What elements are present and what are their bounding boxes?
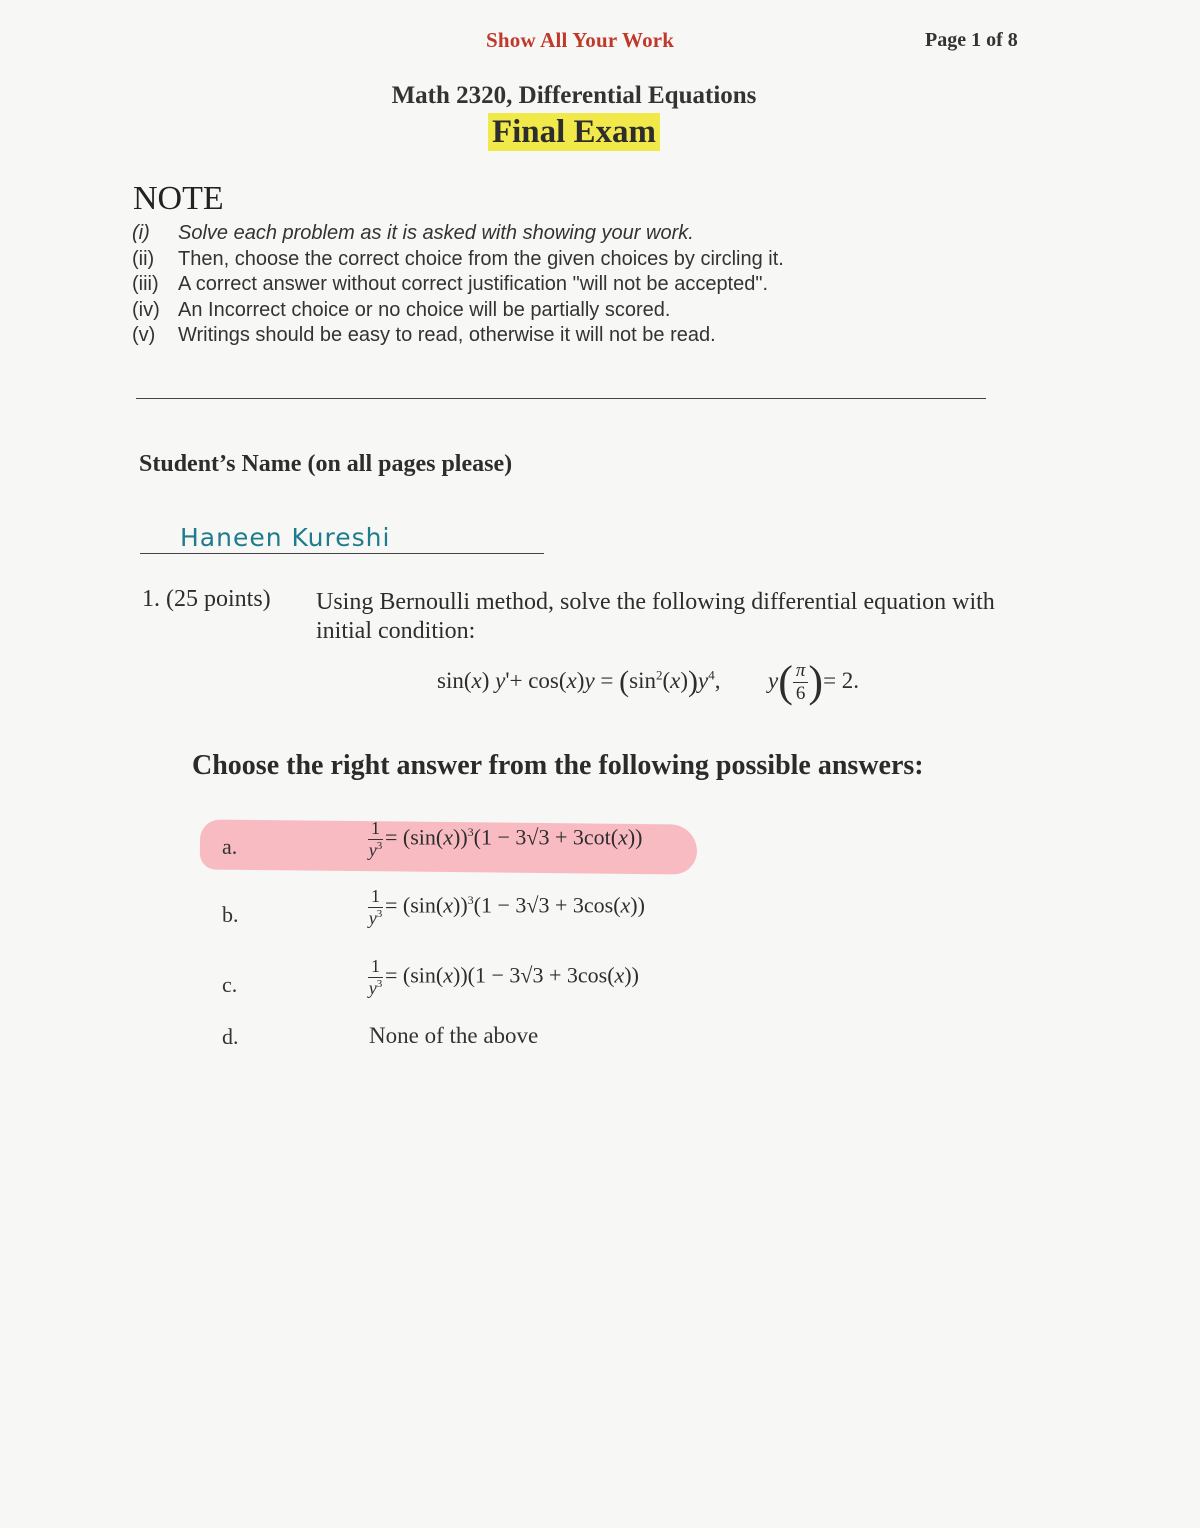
eq-part: sin( — [437, 668, 472, 693]
eq-var: x — [670, 668, 681, 693]
note-item — [132, 273, 784, 299]
eq-var: x — [566, 668, 577, 693]
note-text: Then, choose the correct choice from the given choices by circling it. — [178, 247, 784, 270]
eq-part: ) — [680, 668, 689, 693]
option-a-expression[interactable] — [368, 818, 643, 861]
differential-equation: sin(x) $y'+ \cos(x)y = (\sin^2(x))y^4$, y( $\frac{\pi}{6}$ )= 2. — [437, 657, 860, 706]
ic-numerator: π — [793, 660, 809, 683]
option-var: x — [614, 962, 625, 988]
course-title: Math 2320, Differential Equations — [391, 82, 757, 109]
note-text: Solve each problem as it is asked with showing your work. — [178, 222, 694, 244]
option-denominator: y — [368, 840, 377, 860]
note-text: An Incorrect choice or no choice will be partially scored. — [178, 298, 671, 321]
eq-part: ( — [619, 665, 630, 698]
question-header — [142, 586, 271, 613]
eq-part: ) — [688, 665, 699, 698]
eq-exponent: 2 — [655, 667, 663, 683]
header-instruction: Show All Your Work — [486, 28, 675, 52]
note-item — [132, 222, 784, 248]
option-part: = (sin( — [385, 892, 444, 918]
note-number: (ii) — [132, 247, 155, 270]
eq-var: y — [495, 668, 506, 693]
option-den-exponent: 3 — [376, 840, 383, 852]
eq-part: ) — [576, 668, 585, 693]
note-list — [132, 222, 784, 350]
option-part: )) — [630, 892, 645, 918]
eq-part: ) — [481, 668, 490, 693]
option-c-expression[interactable] — [368, 956, 639, 999]
option-part: )) — [453, 892, 468, 918]
option-part: )) — [453, 824, 468, 850]
option-numerator: 1 — [368, 818, 383, 840]
option-part: )) — [453, 962, 468, 988]
note-item — [132, 299, 784, 325]
option-power: 3 — [467, 893, 474, 908]
note-item — [132, 248, 784, 274]
exam-title-wrap — [0, 113, 1148, 151]
eq-part: = — [594, 668, 620, 693]
ic-var: y — [768, 668, 779, 693]
question-text: Using Bernoulli method, solve the following differential equation with initial condition: — [316, 589, 995, 644]
option-numerator: 1 — [368, 956, 383, 978]
option-part: (1 − 3√3 + 3cot( — [473, 824, 619, 850]
option-d-text[interactable]: None of the above — [369, 1023, 539, 1048]
eq-var: x — [471, 668, 482, 693]
option-numerator: 1 — [368, 886, 383, 908]
note-number: (v) — [132, 324, 156, 346]
option-part: )) — [627, 824, 643, 850]
choose-prompt: Choose the right answer from the following possible answers: — [192, 750, 924, 781]
note-text: Writings should be easy to read, otherwise it will not be read. — [178, 324, 716, 346]
option-b-expression[interactable] — [368, 886, 645, 929]
option-var: x — [443, 962, 453, 988]
question-number: 1. — [142, 586, 160, 612]
eq-part: '+ cos( — [505, 668, 567, 693]
section-divider — [136, 398, 986, 399]
student-name-label: Student’s Name (on all pages please) — [139, 451, 513, 477]
option-c-letter[interactable]: c. — [222, 972, 238, 997]
option-den-exponent: 3 — [376, 908, 383, 920]
option-var: x — [618, 824, 628, 850]
eq-part: sin — [629, 668, 656, 693]
option-d-letter[interactable]: d. — [222, 1024, 239, 1049]
option-part: = (sin( — [385, 962, 444, 988]
eq-var: y — [698, 668, 709, 693]
student-name-handwritten[interactable]: Haneen Kureshi — [180, 523, 391, 552]
option-denominator: y — [368, 978, 377, 998]
option-a-letter[interactable]: a. — [222, 834, 238, 859]
option-part: = (sin( — [385, 824, 444, 850]
option-var: x — [620, 892, 631, 918]
option-denominator: y — [368, 908, 377, 928]
page-number: Page 1 of 8 — [925, 29, 1018, 51]
option-var: x — [443, 892, 453, 918]
ic-value: = 2. — [823, 668, 860, 693]
eq-part: ( — [662, 668, 671, 693]
question-points: (25 points) — [166, 586, 271, 612]
option-b-letter[interactable]: b. — [222, 902, 239, 927]
note-number: (i) — [132, 222, 150, 244]
exam-title: Final Exam — [488, 113, 660, 151]
option-part: (1 − 3√3 + 3cos( — [467, 962, 615, 988]
note-number: (iv) — [132, 298, 160, 321]
note-heading: NOTE — [133, 180, 224, 217]
option-part: (1 − 3√3 + 3cos( — [473, 892, 621, 918]
option-var: x — [443, 824, 453, 850]
option-den-exponent: 3 — [376, 978, 383, 990]
option-part: )) — [624, 962, 639, 988]
note-text: A correct answer without correct justification "will not be accepted". — [178, 273, 769, 295]
name-underline — [140, 553, 544, 554]
note-item — [132, 324, 784, 350]
eq-var: y — [584, 668, 595, 693]
ic-denominator: 6 — [795, 683, 806, 705]
eq-exponent: 4 — [708, 667, 715, 683]
option-power: 3 — [467, 825, 474, 840]
note-number: (iii) — [132, 273, 159, 295]
eq-part: , — [714, 668, 721, 693]
